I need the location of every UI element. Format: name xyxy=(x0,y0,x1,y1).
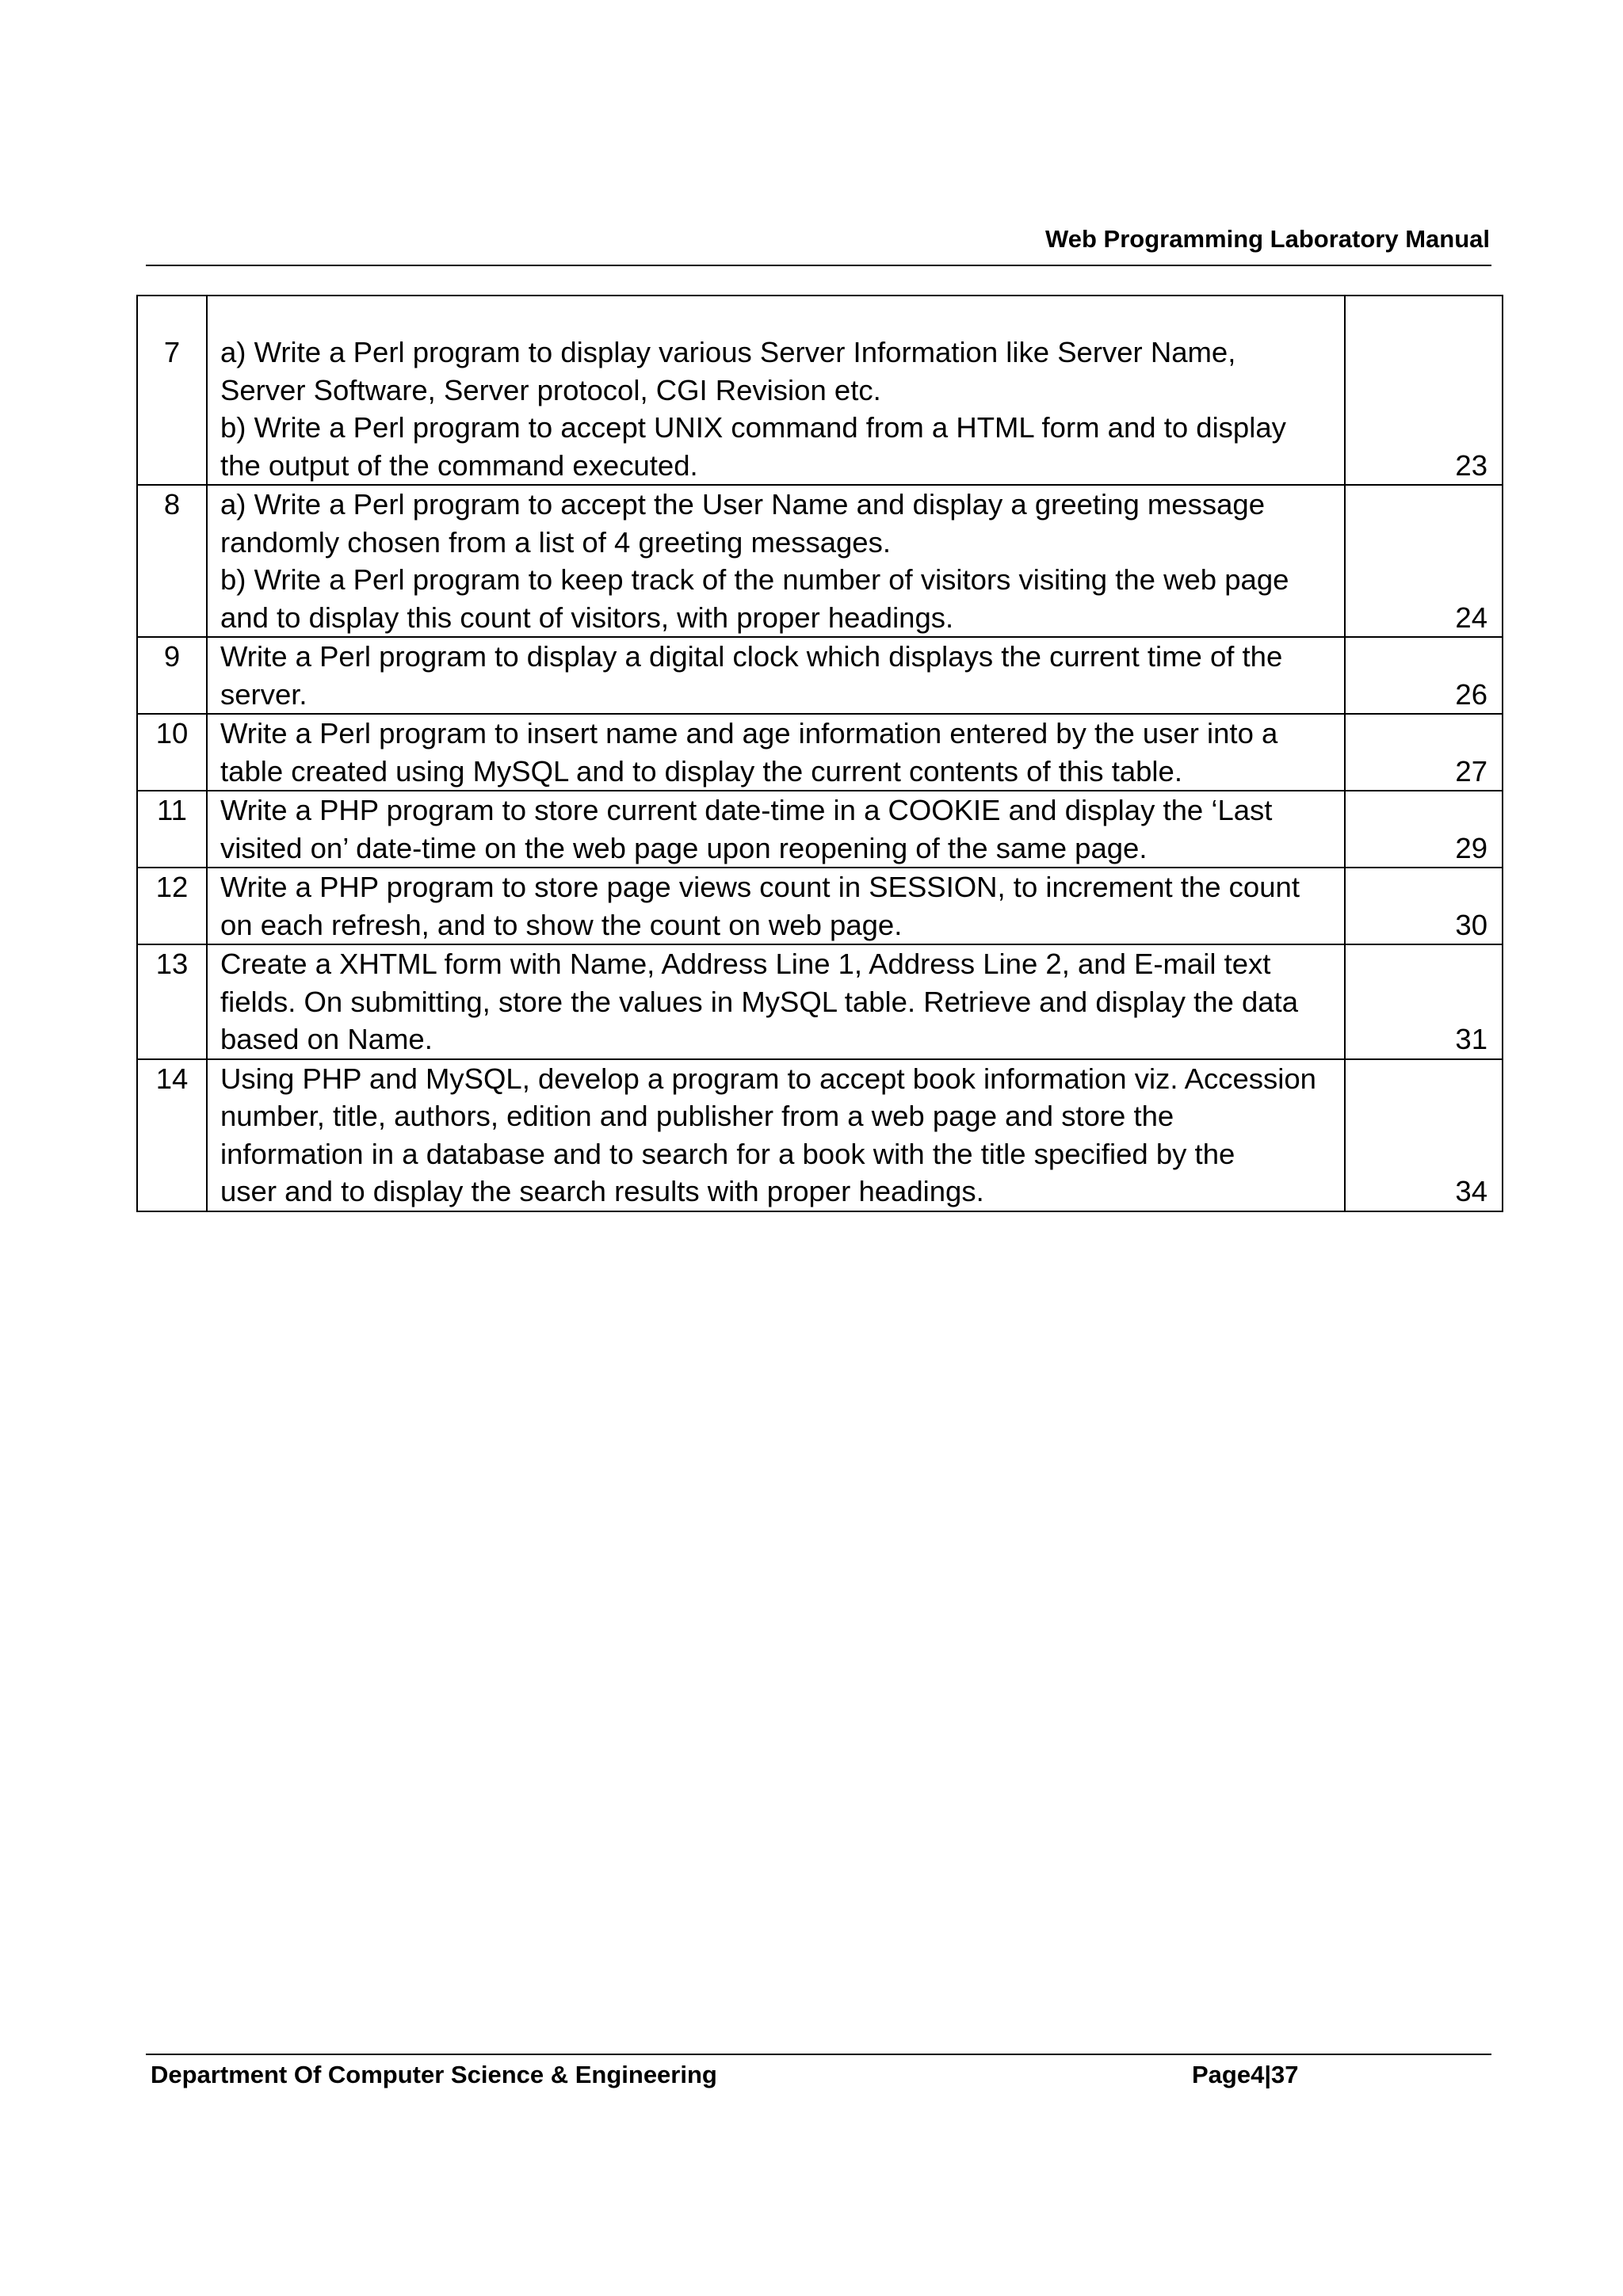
experiment-list-table xyxy=(136,295,1503,1212)
row-page-number: 24 xyxy=(1345,485,1503,637)
row-page-number: 31 xyxy=(1345,944,1503,1059)
table-row xyxy=(137,944,1503,1059)
page-header-title: Web Programming Laboratory Manual xyxy=(1045,225,1490,253)
footer-department: Department Of Computer Science & Engineering xyxy=(151,2061,717,2088)
row-page-number: 30 xyxy=(1345,868,1503,944)
description-line: Write a PHP program to store current date-time in a COOKIE and display the ‘Last xyxy=(220,794,1273,826)
row-number: 13 xyxy=(137,944,207,1059)
description-line: b) Write a Perl program to accept UNIX command from a HTML form and to display xyxy=(220,411,1286,444)
description-line: Write a Perl program to display a digital clock which displays the current time of the xyxy=(220,640,1283,673)
row-description xyxy=(207,637,1345,714)
description-line: randomly chosen from a list of 4 greeting messages. xyxy=(220,525,891,559)
table-row xyxy=(137,296,1503,485)
row-number: 10 xyxy=(137,714,207,791)
description-line: a) Write a Perl program to accept the User Name and display a greeting message xyxy=(220,488,1266,521)
description-line: number, title, authors, edition and publisher from a web page and store the xyxy=(220,1100,1174,1132)
description-line: information in a database and to search for a book with the title specified by the xyxy=(220,1137,1235,1170)
row-number: 11 xyxy=(137,791,207,868)
row-number: 9 xyxy=(137,637,207,714)
row-page-number: 29 xyxy=(1345,791,1503,868)
description-line: Write a PHP program to store page views count in SESSION, to increment the count xyxy=(220,871,1300,903)
description-line: visited on’ date-time on the web page upon reopening of the same page. xyxy=(220,831,1148,864)
footer-divider xyxy=(146,2054,1491,2055)
row-page-number: 23 xyxy=(1345,296,1503,485)
footer-page-number: Page4|37 xyxy=(1192,2061,1299,2088)
description-line: Using PHP and MySQL, develop a program to accept book information viz. Accession xyxy=(220,1062,1316,1095)
header-divider xyxy=(146,265,1491,266)
table-row xyxy=(137,637,1503,714)
table-row xyxy=(137,791,1503,868)
description-line: a) Write a Perl program to display various Server Information like Server Name, xyxy=(220,336,1236,368)
description-line: fields. On submitting, store the values in MySQL table. Retrieve and display the data xyxy=(220,985,1298,1018)
row-number: 14 xyxy=(137,1059,207,1211)
row-number: 7 xyxy=(137,296,207,485)
description-line: b) Write a Perl program to keep track of the number of visitors visiting the web page xyxy=(220,563,1289,596)
table-row xyxy=(137,1059,1503,1211)
description-line: Write a Perl program to insert name and age information entered by the user into a xyxy=(220,717,1278,749)
table-row xyxy=(137,485,1503,637)
row-description xyxy=(207,485,1345,637)
description-line: based on Name. xyxy=(220,1023,433,1055)
table-row xyxy=(137,868,1503,944)
description-line: and to display this count of visitors, with proper headings. xyxy=(220,601,954,634)
description-line: table created using MySQL and to display the current contents of this table. xyxy=(220,754,1182,788)
row-page-number: 27 xyxy=(1345,714,1503,791)
description-line: Create a XHTML form with Name, Address Line 1, Address Line 2, and E-mail text xyxy=(220,948,1271,980)
row-page-number: 34 xyxy=(1345,1059,1503,1211)
description-line: on each refresh, and to show the count on web page. xyxy=(220,908,903,941)
row-description xyxy=(207,714,1345,791)
description-line: server. xyxy=(220,677,307,711)
row-description xyxy=(207,791,1345,868)
row-description xyxy=(207,296,1345,485)
row-number: 12 xyxy=(137,868,207,944)
row-number: 8 xyxy=(137,485,207,637)
table-row xyxy=(137,714,1503,791)
description-line: user and to display the search results with proper headings. xyxy=(220,1175,984,1207)
description-line: the output of the command executed. xyxy=(220,448,698,482)
row-description xyxy=(207,868,1345,944)
row-description xyxy=(207,1059,1345,1211)
row-page-number: 26 xyxy=(1345,637,1503,714)
description-line: Server Software, Server protocol, CGI Revision etc. xyxy=(220,373,881,406)
row-description xyxy=(207,944,1345,1059)
